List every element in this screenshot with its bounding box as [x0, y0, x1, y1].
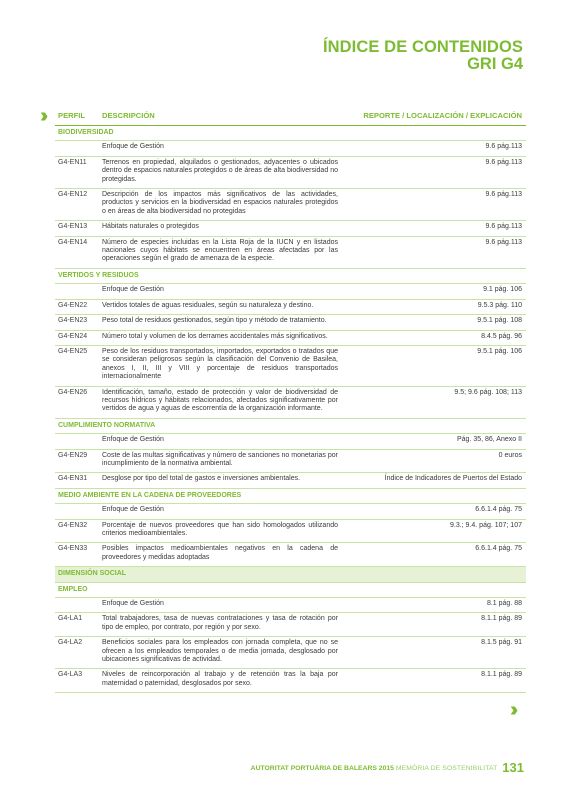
indicator-description: Enfoque de Gestión	[99, 141, 344, 156]
section-label: CUMPLIMIENTO NORMATIVA	[55, 418, 526, 433]
indicator-report: 9.6 pág.113	[344, 221, 526, 236]
section-row	[55, 418, 526, 433]
table-row	[55, 434, 526, 449]
header-reporte: REPORTE / LOCALIZACIÓN / EXPLICACIÓN	[344, 108, 526, 126]
indicator-code: G4-LA1	[55, 613, 99, 637]
indicator-report: 0 euros	[344, 449, 526, 473]
table-row	[55, 189, 526, 221]
indicator-code: G4-EN29	[55, 449, 99, 473]
table-row	[55, 637, 526, 669]
indicator-report: 8.1 pág. 88	[344, 598, 526, 613]
indicator-code: G4-EN22	[55, 299, 99, 314]
page-title	[323, 39, 523, 73]
section-row	[55, 126, 526, 141]
table-row	[55, 449, 526, 473]
table-row	[55, 519, 526, 543]
table-row	[55, 543, 526, 567]
indicator-description: Coste de las multas significativas y número de sanciones no monetarias por incumplimiento de la normativa ambiental.	[99, 449, 344, 473]
table-body	[55, 126, 526, 693]
table-row	[55, 221, 526, 236]
indicator-code: G4-EN11	[55, 156, 99, 188]
indicator-report: 9.5.1 pág. 108	[344, 315, 526, 330]
indicator-report: 9.6 pág.113	[344, 236, 526, 268]
indicator-description: Enfoque de Gestión	[99, 504, 344, 519]
indicator-description: Niveles de reincorporación al trabajo y de retención tras la baja por maternidad o paternidad, desglosados por sexo.	[99, 669, 344, 693]
indicator-report: 9.3.; 9.4. pág. 107; 107	[344, 519, 526, 543]
footer-org: AUTORITAT PORTUÀRIA DE BALEARS 2015	[250, 765, 394, 772]
gri-content-table	[55, 108, 526, 693]
indicator-description: Identificación, tamaño, estado de protección y valor de biodiversidad de recursos hídricos y hábitats relacionados, afectados significativamente por vertidos de agua y aguas de escorrentía de la organización informante.	[99, 386, 344, 418]
section-label: DIMENSIÓN SOCIAL	[55, 567, 526, 582]
indicator-description: Número de especies incluidas en la Lista Roja de la IUCN y en listados nacionales cuyos hábitats se encuentren en áreas afectadas por las operaciones según el grado de amenaza de la especie.	[99, 236, 344, 268]
indicator-code	[55, 598, 99, 613]
table-row	[55, 345, 526, 386]
indicator-report: 9.5.3 pág. 110	[344, 299, 526, 314]
table-row	[55, 315, 526, 330]
page-title-line2: GRI G4	[467, 55, 523, 73]
table-row	[55, 386, 526, 418]
page-title-line1: ÍNDICE DE CONTENIDOS	[322, 38, 523, 56]
indicator-report: 6.6.1.4 pág. 75	[344, 504, 526, 519]
section-row	[55, 582, 526, 597]
section-label: MEDIO AMBIENTE EN LA CADENA DE PROVEEDORES	[55, 488, 526, 503]
section-label: EMPLEO	[55, 582, 526, 597]
indicator-description: Vertidos totales de aguas residuales, según su naturaleza y destino.	[99, 299, 344, 314]
indicator-code: G4-LA2	[55, 637, 99, 669]
section-row	[55, 488, 526, 503]
indicator-description: Porcentaje de nuevos proveedores que han sido homologados utilizando criterios medioambientales.	[99, 519, 344, 543]
indicator-report: 6.6.1.4 pág. 75	[344, 543, 526, 567]
indicator-report: 9.1 pág. 106	[344, 284, 526, 299]
header-descripcion: DESCRIPCIÓN	[99, 108, 344, 126]
indicator-code	[55, 284, 99, 299]
indicator-code: G4-EN24	[55, 330, 99, 345]
indicator-description: Número total y volumen de los derrames accidentales más significativos.	[99, 330, 344, 345]
indicator-code	[55, 504, 99, 519]
table-header-row	[55, 108, 526, 126]
indicator-description: Enfoque de Gestión	[99, 434, 344, 449]
indicator-description: Descripción de los impactos más significativos de las actividades, productos y servicios en la biodiversidad en espacios naturales protegidos o en áreas de alta biodiversidad no protegidas	[99, 189, 344, 221]
indicator-report: 8.1.1 pág. 89	[344, 669, 526, 693]
table-row	[55, 598, 526, 613]
indicator-description: Hábitats naturales o protegidos	[99, 221, 344, 236]
section-label: VERTIDOS Y RESIDUOS	[55, 268, 526, 283]
indicator-description: Desglose por tipo del total de gastos e inversiones ambientales.	[99, 473, 344, 488]
indicator-report: 9.5; 9.6 pág. 108; 113	[344, 386, 526, 418]
indicator-code: G4-EN23	[55, 315, 99, 330]
page-number: 131	[502, 760, 524, 775]
table-row	[55, 504, 526, 519]
indicator-code: G4-EN13	[55, 221, 99, 236]
indicator-code: G4-EN33	[55, 543, 99, 567]
indicator-code: G4-EN32	[55, 519, 99, 543]
indicator-report: 8.1.5 pág. 91	[344, 637, 526, 669]
page-footer	[251, 761, 524, 776]
footer-memo: MEMÒRIA DE SOSTENIBILITAT	[395, 765, 498, 772]
indicator-report: 9.6 pág.113	[344, 156, 526, 188]
double-chevron-right-icon: ››	[40, 105, 44, 127]
table-row	[55, 236, 526, 268]
indicator-description: Posibles impactos medioambientales negativos en la cadena de proveedores y medidas adoptadas	[99, 543, 344, 567]
indicator-description: Total trabajadores, tasa de nuevas contrataciones y tasa de rotación por tipo de empleo, por contrato, por región y por sexo.	[99, 613, 344, 637]
indicator-description: Enfoque de Gestión	[99, 598, 344, 613]
table-row	[55, 669, 526, 693]
indicator-code: G4-LA3	[55, 669, 99, 693]
indicator-code: G4-EN14	[55, 236, 99, 268]
table-row	[55, 473, 526, 488]
table-row	[55, 141, 526, 156]
table-row	[55, 299, 526, 314]
indicator-report: 9.5.1 pág. 106	[344, 345, 526, 386]
indicator-report: 8.4.5 pág. 96	[344, 330, 526, 345]
section-label: BIODIVERSIDAD	[55, 126, 526, 141]
indicator-description: Enfoque de Gestión	[99, 284, 344, 299]
indicator-report: 9.6 pág.113	[344, 189, 526, 221]
indicator-report: Pág. 35, 86, Anexo II	[344, 434, 526, 449]
indicator-report: 8.1.1 pág. 89	[344, 613, 526, 637]
indicator-description: Terrenos en propiedad, alquilados o gestionados, adyacentes o ubicados dentro de espacios naturales protegidos o de áreas de alta biodiversidad no protegidas.	[99, 156, 344, 188]
indicator-report: 9.6 pág.113	[344, 141, 526, 156]
indicator-code: G4-EN31	[55, 473, 99, 488]
indicator-description: Peso total de residuos gestionados, según tipo y método de tratamiento.	[99, 315, 344, 330]
indicator-code: G4-EN26	[55, 386, 99, 418]
section-row	[55, 567, 526, 582]
section-row	[55, 268, 526, 283]
next-page-chevron-icon[interactable]: ››	[510, 699, 514, 721]
indicator-code	[55, 141, 99, 156]
table-row	[55, 330, 526, 345]
indicator-report: Índice de Indicadores de Puertos del Estado	[344, 473, 526, 488]
header-perfil: PERFIL	[55, 108, 99, 126]
indicator-code	[55, 434, 99, 449]
table-row	[55, 613, 526, 637]
indicator-description: Peso de los residuos transportados, importados, exportados o tratados que se consideran peligrosos según la clasificación del Convenio de Basilea, anexos I, II, III y VIII y porcentaje de residuos transportados internacionalmente	[99, 345, 344, 386]
table-row	[55, 284, 526, 299]
indicator-code: G4-EN25	[55, 345, 99, 386]
indicator-code: G4-EN12	[55, 189, 99, 221]
table-row	[55, 156, 526, 188]
indicator-description: Beneficios sociales para los empleados con jornada completa, que no se ofrecen a los empleados temporales o de media jornada, desglosado por ubicaciones significativas de actividad.	[99, 637, 344, 669]
